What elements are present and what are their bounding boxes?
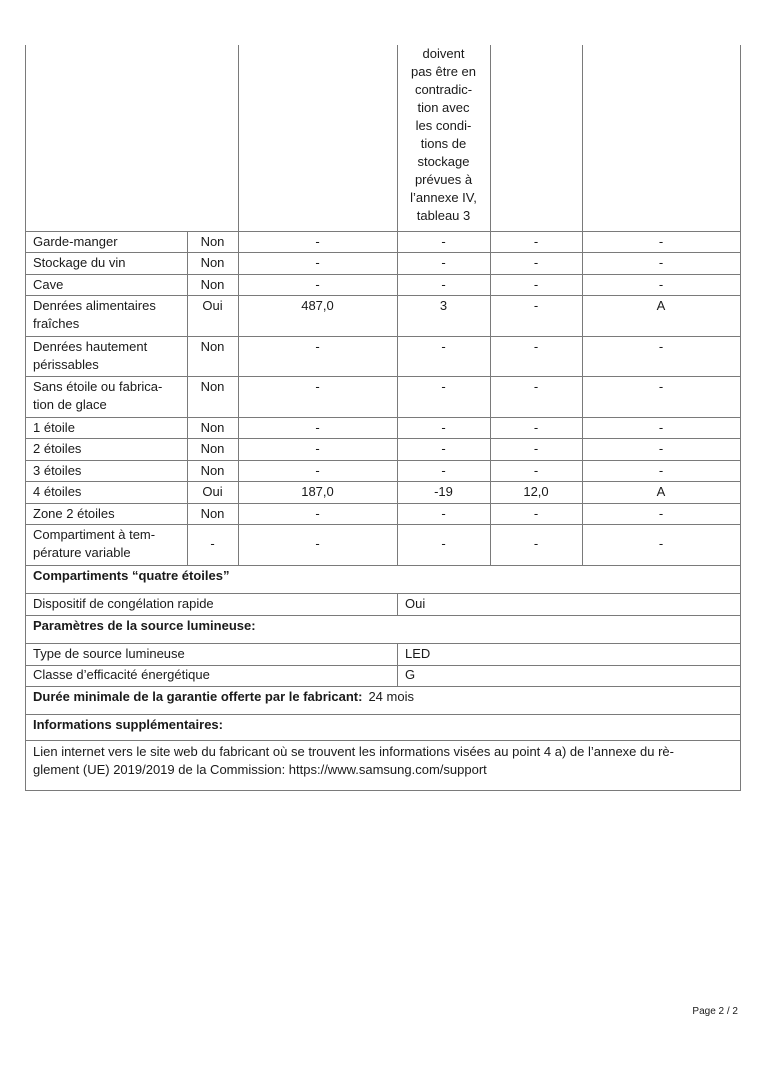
compartment-temperature: - <box>441 463 446 478</box>
compartment-name: 3 étoiles <box>33 463 82 478</box>
table-rule <box>25 45 26 565</box>
compartment-class: - <box>658 463 664 478</box>
compartment-freezing-capacity: - <box>533 255 539 270</box>
compartment-name: Sans étoile ou fabrica- tion de glace <box>33 379 163 412</box>
table-rule <box>25 714 741 715</box>
table-rule <box>25 481 741 482</box>
table-rule <box>25 252 741 253</box>
compartment-temperature: - <box>441 277 446 292</box>
compartment-volume: - <box>315 255 320 270</box>
table-rule <box>397 643 398 686</box>
compartment-freezing-capacity: - <box>533 420 539 435</box>
compartment-present: Non <box>200 420 225 435</box>
compartment-temperature: - <box>441 234 446 249</box>
compartment-freezing-capacity: - <box>533 506 539 521</box>
table-rule <box>25 376 741 377</box>
table-rule <box>25 740 741 741</box>
table-rule <box>25 438 741 439</box>
light-source-type-label: Type de source lumineuse <box>33 646 185 661</box>
table-rule <box>397 593 398 615</box>
compartment-name: Denrées hautement périssables <box>33 339 148 372</box>
table-rule <box>25 274 741 275</box>
energy-class-value: G <box>405 667 416 682</box>
table-rule <box>25 565 26 790</box>
compartment-present: Oui <box>202 298 223 313</box>
table-rule <box>25 593 741 594</box>
table-rule <box>740 565 741 790</box>
table-rule <box>397 45 398 565</box>
compartment-present: Non <box>200 506 225 521</box>
table-rule <box>25 295 741 296</box>
compartment-class: - <box>658 234 664 249</box>
compartment-class: - <box>658 277 664 292</box>
table-rule <box>25 643 741 644</box>
table-rule <box>490 45 491 565</box>
compartment-volume: 487,0 <box>301 298 334 313</box>
table-rule <box>187 231 188 565</box>
table-rule <box>25 460 741 461</box>
compartment-freezing-capacity: - <box>533 339 539 354</box>
compartment-temperature: -19 <box>434 484 453 499</box>
table-rule <box>25 336 741 337</box>
table-rule <box>25 686 741 687</box>
compartment-volume: - <box>315 339 320 354</box>
compartment-freezing-capacity: - <box>533 379 539 394</box>
compartment-temperature: - <box>441 536 446 551</box>
table-rule <box>25 790 741 791</box>
compartment-volume: - <box>315 463 320 478</box>
compartment-name: 4 étoiles <box>33 484 82 499</box>
compartment-freezing-capacity: - <box>533 536 539 551</box>
compartment-volume: - <box>315 536 320 551</box>
table-rule <box>25 417 741 418</box>
compartment-volume: 187,0 <box>301 484 334 499</box>
compartment-name: Compartiment à tem- pérature variable <box>33 527 156 560</box>
warranty-row <box>33 688 723 706</box>
continuation-text: doivent pas être en contradic- tion avec les condi- tions de stockage prévues à l’annexe IV, tableau 3 <box>410 46 477 223</box>
fast-freeze-value: Oui <box>405 596 426 611</box>
compartment-freezing-capacity: - <box>533 277 539 292</box>
compartment-volume: - <box>315 506 320 521</box>
compartment-volume: - <box>315 420 320 435</box>
compartment-present: Non <box>200 339 225 354</box>
compartment-present: Non <box>200 463 225 478</box>
table-rule <box>740 45 741 565</box>
compartment-class: - <box>658 420 664 435</box>
compartment-freezing-capacity: - <box>533 441 539 456</box>
compartment-name: 1 étoile <box>33 420 75 435</box>
compartment-volume: - <box>315 441 320 456</box>
compartment-temperature: - <box>441 379 446 394</box>
compartment-temperature: 3 <box>439 298 448 313</box>
additional-info-text: Lien internet vers le site web du fabricant où se trouvent les informations visées au point 4 a) de l’annexe du rè- glement (UE) 2019/2019 de la Commission: https://www.samsung.com/support <box>33 744 674 777</box>
compartment-freezing-capacity: - <box>533 298 539 313</box>
compartment-temperature: - <box>441 255 446 270</box>
compartment-temperature: - <box>441 506 446 521</box>
table-rule <box>25 524 741 525</box>
table-rule <box>25 503 741 504</box>
additional-info-heading: Informations supplémentaires: <box>33 717 223 732</box>
fast-freeze-label: Dispositif de congélation rapide <box>33 596 214 611</box>
compartment-name: Stockage du vin <box>33 255 126 270</box>
compartment-class: A <box>656 484 666 499</box>
compartment-temperature: - <box>441 339 446 354</box>
compartment-temperature: - <box>441 441 446 456</box>
light-source-type-value: LED <box>405 646 431 661</box>
compartment-name: Denrées alimentaires fraîches <box>33 298 156 331</box>
compartment-class: - <box>658 536 664 551</box>
compartment-name: Cave <box>33 277 64 292</box>
table-rule <box>25 615 741 616</box>
compartment-volume: - <box>315 277 320 292</box>
compartment-present: Non <box>200 277 225 292</box>
energy-class-label: Classe d’efficacité énergétique <box>33 667 210 682</box>
compartment-class: - <box>658 441 664 456</box>
compartment-volume: - <box>315 234 320 249</box>
compartment-present: Non <box>200 379 225 394</box>
compartment-present: Non <box>200 255 225 270</box>
table-rule <box>25 231 741 232</box>
compartment-present: Oui <box>202 484 223 499</box>
light-source-heading: Paramètres de la source lumineuse: <box>33 618 256 633</box>
compartment-class: - <box>658 379 664 394</box>
compartment-freezing-capacity: - <box>533 463 539 478</box>
four-star-heading: Compartiments “quatre étoiles” <box>33 568 230 583</box>
page-number: Page 2 / 2 <box>692 1006 738 1017</box>
compartment-volume: - <box>315 379 320 394</box>
compartment-name: Zone 2 étoiles <box>33 506 115 521</box>
compartment-class: - <box>658 506 664 521</box>
compartment-present: Non <box>200 441 225 456</box>
compartment-class: - <box>658 339 664 354</box>
compartment-freezing-capacity: 12,0 <box>523 484 549 499</box>
compartment-present: Non <box>200 234 225 249</box>
compartment-temperature: - <box>441 420 446 435</box>
compartment-name: Garde-manger <box>33 234 118 249</box>
compartment-class: - <box>658 255 664 270</box>
compartment-present: - <box>210 536 215 551</box>
compartment-name: 2 étoiles <box>33 441 82 456</box>
warranty-value: 24 mois <box>368 689 414 704</box>
table-rule <box>238 45 239 565</box>
table-rule <box>582 45 583 565</box>
table-rule <box>25 565 741 566</box>
compartment-freezing-capacity: - <box>533 234 539 249</box>
compartment-class: A <box>656 298 666 313</box>
warranty-label: Durée minimale de la garantie offerte par le fabricant: <box>33 689 363 704</box>
